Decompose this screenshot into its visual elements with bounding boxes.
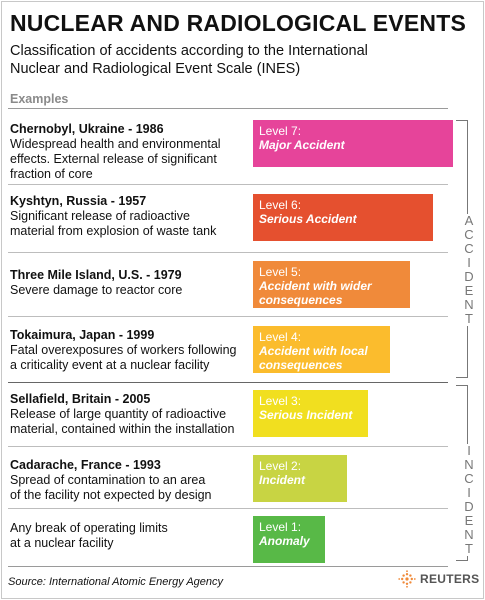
example-description — [10, 137, 250, 182]
reuters-dot-logo-icon — [398, 570, 416, 588]
group-letter: T — [465, 311, 473, 326]
description-line: Fatal overexposures of workers following — [10, 343, 237, 357]
level-bar-6 — [253, 194, 433, 241]
group-letter: T — [465, 541, 473, 556]
level-name — [259, 212, 427, 226]
group-letter: D — [464, 269, 474, 284]
level-name — [259, 408, 362, 422]
examples-rule — [8, 108, 448, 109]
level-name-line: Anomaly — [259, 534, 310, 548]
graphic-frame — [1, 1, 484, 599]
example-description — [10, 407, 250, 437]
level-label: Level 3: — [259, 394, 302, 408]
reuters-wordmark: REUTERS — [420, 572, 480, 586]
level-label: Level 5: — [259, 265, 302, 279]
subtitle-line: Classification of accidents according to the International — [10, 43, 368, 59]
description-line: fraction of core — [10, 167, 93, 181]
group-letter: I — [467, 255, 471, 270]
page-title: NUCLEAR AND RADIOLOGICAL EVENTS — [10, 10, 466, 36]
group-letter: N — [464, 297, 474, 312]
description-line: of the facility not expected by design — [10, 488, 212, 502]
footer-rule — [8, 566, 448, 567]
example-description — [10, 343, 250, 373]
level-bar-7 — [253, 120, 453, 167]
group-letter: I — [467, 485, 471, 500]
level-name — [259, 344, 384, 372]
examples-label: Examples — [10, 92, 69, 106]
accident-group-label — [460, 214, 478, 326]
source-note: Source: International Atomic Energy Agency — [8, 576, 224, 588]
level-name-line: Accident with wider — [259, 279, 372, 293]
level-bar-4 — [253, 326, 390, 373]
level-name — [259, 279, 404, 307]
incident-group-label — [460, 444, 478, 556]
example-description — [10, 209, 250, 239]
level-bar-1 — [253, 516, 325, 563]
level-name — [259, 534, 319, 548]
row-divider — [8, 508, 448, 509]
example-title: Chernobyl, Ukraine - 1986 — [10, 122, 164, 136]
group-letter: A — [464, 213, 474, 228]
accident-incident-divider — [8, 382, 448, 383]
level-name — [259, 473, 341, 487]
example-title: Tokaimura, Japan - 1999 — [10, 328, 155, 342]
level-name-line: consequences — [259, 358, 343, 372]
description-line: Any break of operating limits — [10, 521, 168, 535]
row-divider — [8, 446, 448, 447]
example-title: Three Mile Island, U.S. - 1979 — [10, 268, 182, 282]
level-bar-5 — [253, 261, 410, 308]
level-label: Level 1: — [259, 520, 302, 534]
level-name-line: Serious Incident — [259, 408, 353, 422]
level-bar-3 — [253, 390, 368, 437]
description-line: Release of large quantity of radioactive — [10, 407, 227, 421]
description-line: a criticality event at a nuclear facility — [10, 358, 210, 372]
example-description — [10, 473, 250, 503]
description-line: Widespread health and environmental — [10, 137, 221, 151]
group-letter: C — [464, 241, 474, 256]
level-name — [259, 138, 447, 152]
level-bar-2 — [253, 455, 347, 502]
example-description — [10, 521, 250, 551]
description-line: Severe damage to reactor core — [10, 283, 183, 297]
subtitle-line: Nuclear and Radiological Event Scale (INES) — [10, 61, 301, 77]
group-letter: C — [464, 227, 474, 242]
row-divider — [8, 316, 448, 317]
row-divider — [8, 252, 448, 253]
group-letter: N — [464, 457, 474, 472]
level-label: Level 7: — [259, 124, 302, 138]
description-line: Significant release of radioactive — [10, 209, 190, 223]
example-title: Kyshtyn, Russia - 1957 — [10, 194, 147, 208]
level-name-line: Incident — [259, 473, 306, 487]
page-subtitle — [10, 42, 450, 78]
group-letter: E — [464, 283, 474, 298]
description-line: material from explosion of waste tank — [10, 224, 217, 238]
level-label: Level 4: — [259, 330, 302, 344]
description-line: at a nuclear facility — [10, 536, 114, 550]
example-title: Sellafield, Britain - 2005 — [10, 392, 151, 406]
group-letter: I — [467, 443, 471, 458]
level-name-line: consequences — [259, 293, 343, 307]
level-name-line: Major Accident — [259, 138, 345, 152]
description-line: Spread of contamination to an area — [10, 473, 206, 487]
group-letter: D — [464, 499, 474, 514]
reuters-brand — [398, 570, 479, 588]
description-line: effects. External release of significant — [10, 152, 217, 166]
example-title: Cadarache, France - 1993 — [10, 458, 161, 472]
description-line: material, contained within the installation — [10, 422, 235, 436]
example-description — [10, 283, 250, 298]
group-letter: E — [464, 513, 474, 528]
level-name-line: Serious Accident — [259, 212, 357, 226]
level-name-line: Accident with local — [259, 344, 368, 358]
row-divider — [8, 184, 448, 185]
group-letter: N — [464, 527, 474, 542]
level-label: Level 6: — [259, 198, 302, 212]
group-letter: C — [464, 471, 474, 486]
level-label: Level 2: — [259, 459, 302, 473]
